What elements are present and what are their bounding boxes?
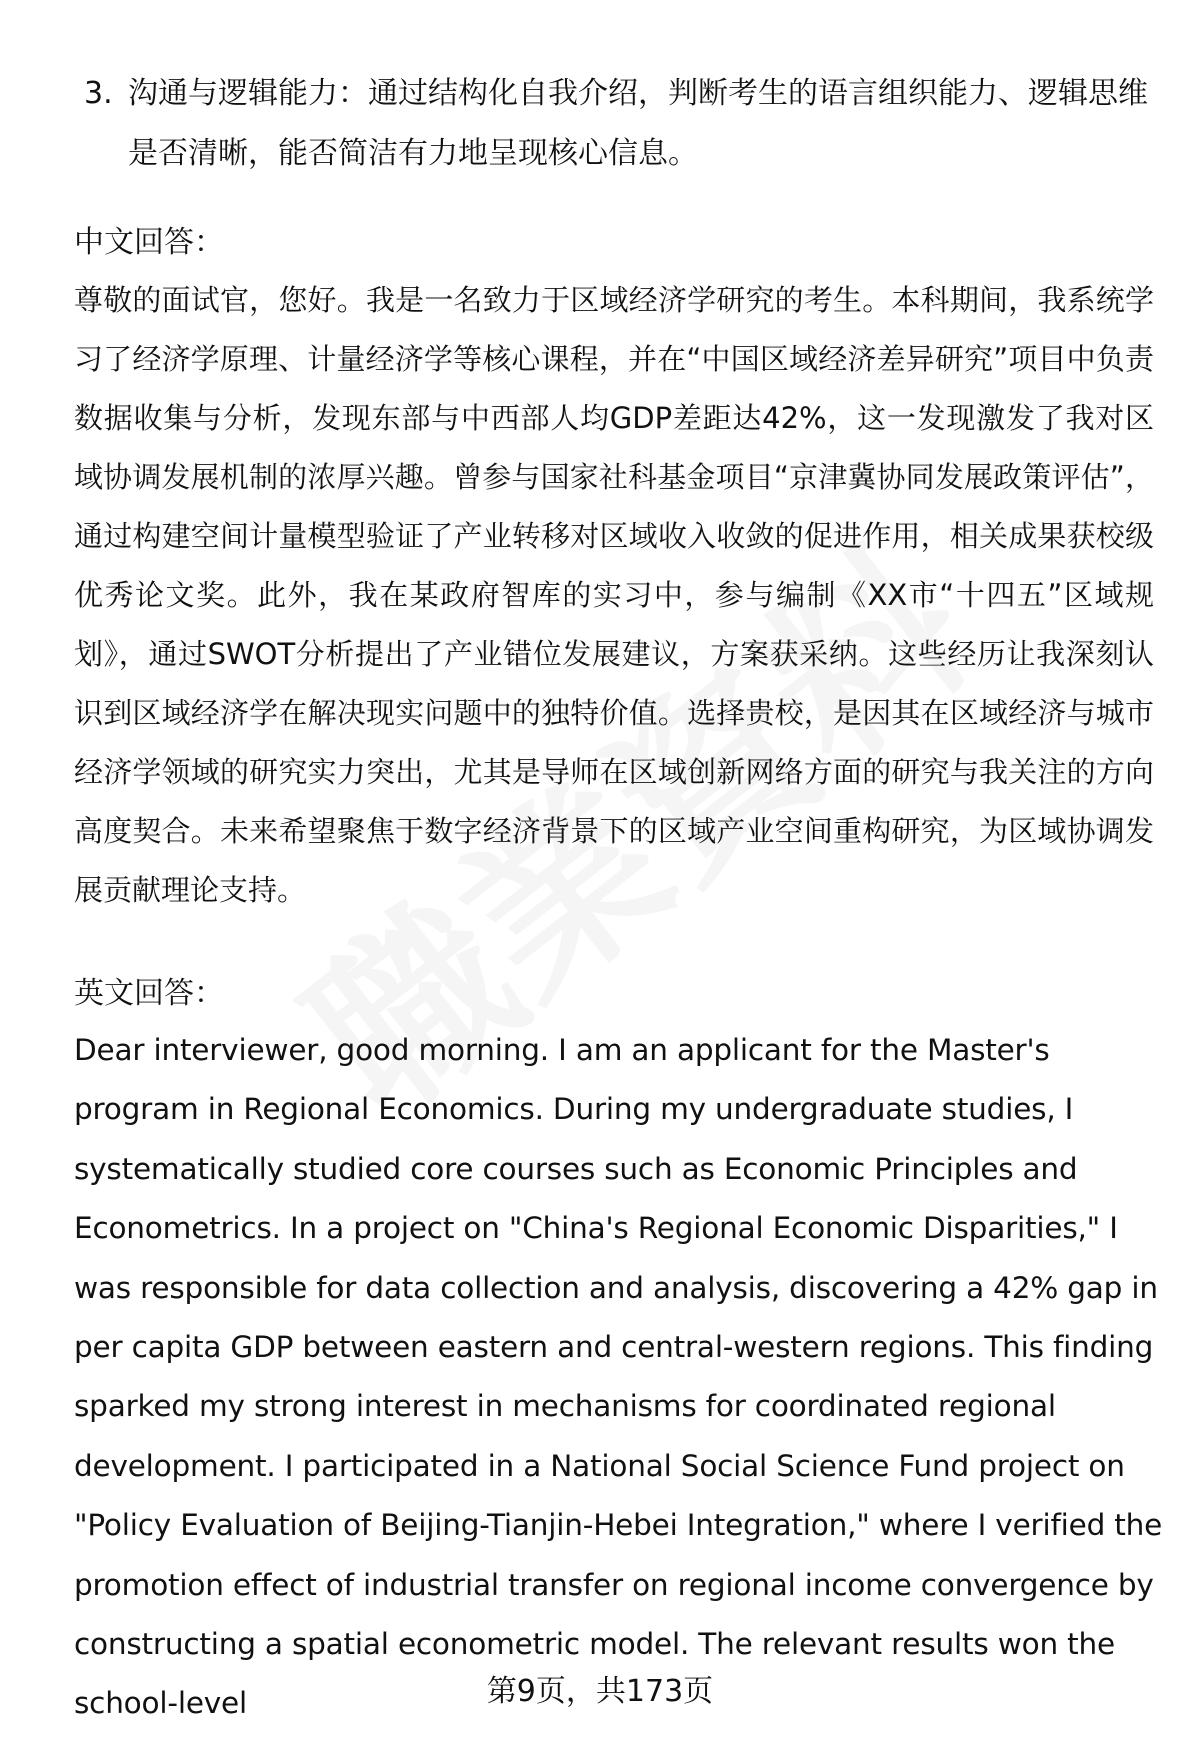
chinese-answer-text: 尊敬的面试官，您好。我是一名致力于区域经济学研究的考生。本科期间，我系统学习了经济学原理、计量经济学等核心课程，并在“中国区域经济差异研究”项目中负责数据收集与分析，发现东部与中西部人均GDP差距达42%，这一发现激发了我对区域协调发展机制的浓厚兴趣。曾参与国家社科基金项目“京津冀协同发展政策评估”，通过构建空间计量模型验证了产业转移对区域收入收敛的促进作用，相关成果获校级优秀论文奖。此外，我在某政府智库的实习中，参与编制《XX市“十四五”区域规划》，通过SWOT分析提出了产业错位发展建议，方案获采纳。这些经历让我深刻认识到区域经济学在解决现实问题中的独特价值。选择贵校，是因其在区域经济与城市经济学领域的研究实力突出，尤其是导师在区域创新网络方面的研究与我关注的方向高度契合。未来希望聚焦于数字经济背景下的区域产业空间重构研究，为区域协调发展贡献理论支持。 (74, 283, 1154, 907)
chinese-answer-label: 中文回答： (74, 225, 224, 260)
english-answer-label: 英文回答： (74, 976, 224, 1011)
numbered-list-item (84, 64, 1154, 184)
english-answer-text: Dear interviewer, good morning. I am an applicant for the Master's program in Regional Economics. During my undergraduate studies, I systematically studied core courses such as Economic Principles and Econometrics. In a project on "China's Regional Economic Disparities," I was responsible for data collection and analysis, discovering a 42% gap in per capita GDP between eastern and central-western regions. This finding sparked my strong interest in mechanisms for coordinated regional development. I participated in a National Social Science Fund project on "Policy Evaluation of Beijing-Tianjin-Hebei Integration," where I verified the promotion effect of industrial transfer on regional income convergence by constructing a spatial econometric model. The relevant results won the school-level (74, 1033, 1163, 1721)
list-item-number: 3. (84, 76, 113, 111)
list-item-text: 沟通与逻辑能力：通过结构化自我介绍，判断考生的语言组织能力、逻辑思维是否清晰，能否简洁有力地呈现核心信息。 (128, 76, 1148, 171)
page-indicator: 第9页，共173页 (486, 1674, 714, 1709)
